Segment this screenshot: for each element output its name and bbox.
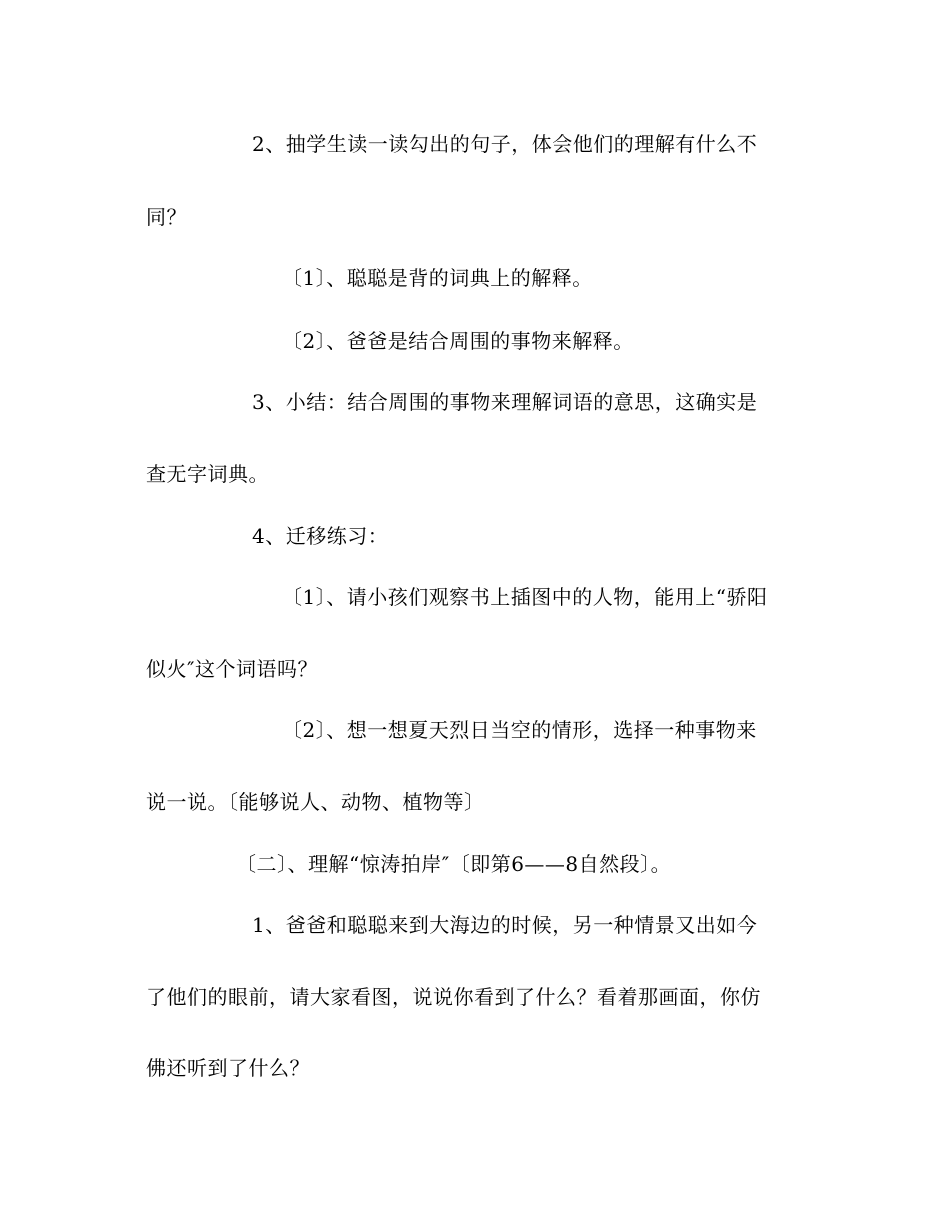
paragraph-line: 了他们的眼前，请大家看图，说说你看到了什么？看着那画面，你仿: [146, 985, 761, 1009]
paragraph-line: 4、迁移练习：: [252, 524, 389, 548]
paragraph-line: 2、抽学生读一读勾出的句子，体会他们的理解有什么不: [252, 132, 758, 156]
paragraph-line: 查无字词典。: [146, 462, 269, 486]
paragraph-line: 1、爸爸和聪聪来到大海边的时候，另一种情景又出如今: [252, 913, 758, 937]
paragraph-line: 说一说。〔能够说人、动物、植物等〕: [146, 790, 485, 814]
paragraph-line: 3、小结：结合周围的事物来理解词语的意思，这确实是: [252, 390, 758, 414]
paragraph-line: 〔2〕、爸爸是结合周围的事物来解释。: [282, 329, 634, 353]
paragraph-line: 〔1〕、请小孩们观察书上插图中的人物，能用上“骄阳: [282, 585, 768, 609]
paragraph-line: 〔2〕、想一想夏天烈日当空的情形，选择一种事物来: [282, 718, 757, 742]
paragraph-line: 佛还听到了什么？: [146, 1056, 310, 1080]
paragraph-line: 似火″这个词语吗？: [146, 657, 318, 681]
paragraph-line: 同？: [146, 205, 187, 229]
paragraph-line: 〔1〕、聪聪是背的词典上的解释。: [282, 266, 593, 290]
paragraph-line: 〔二〕、理解“惊涛拍岸″〔即第6——8自然段〕。: [236, 852, 672, 876]
